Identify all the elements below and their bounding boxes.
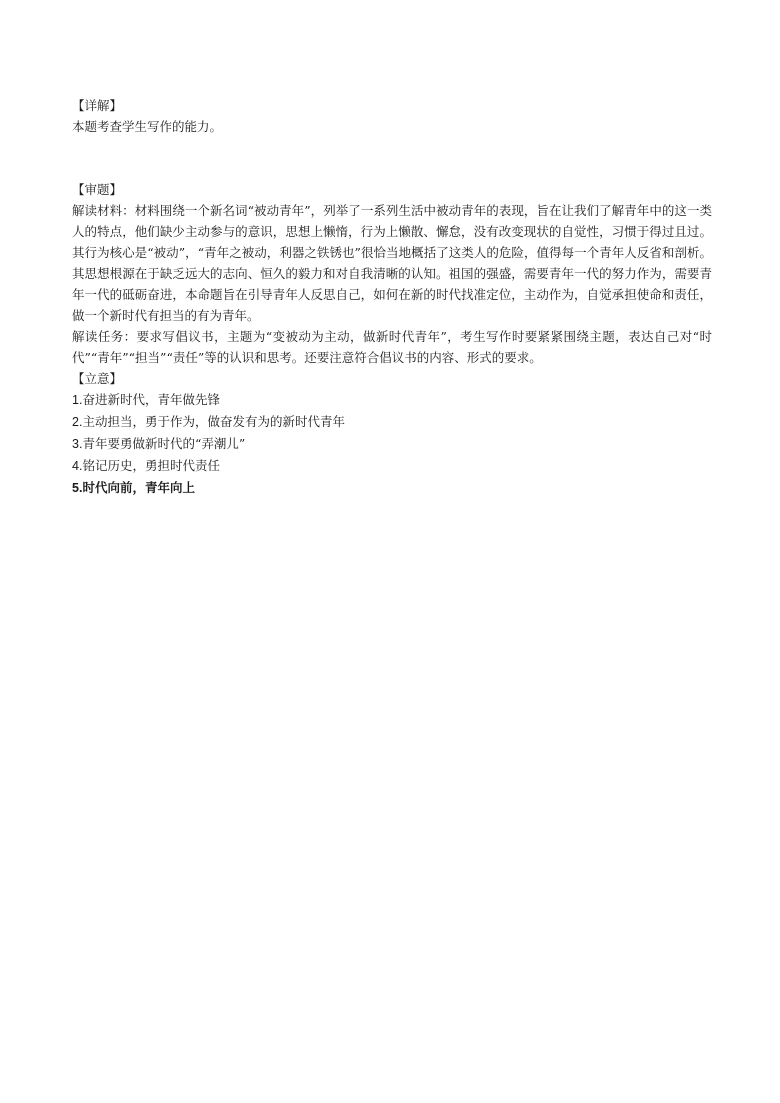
idea-item-text: 青年要勇做新时代的“弄潮儿”: [82, 436, 246, 451]
idea-item: [72, 477, 712, 499]
idea-item: [72, 433, 712, 455]
idea-heading: 【立意】: [72, 371, 123, 386]
idea-item-number: 4.: [72, 459, 83, 473]
document-page: [72, 95, 712, 499]
idea-item-text: 时代向前，青年向上: [82, 480, 195, 495]
idea-item-number: 2.: [72, 415, 83, 429]
idea-item: [72, 411, 712, 433]
idea-item-text: 奋进新时代，青年做先锋: [82, 392, 220, 407]
review-heading: 【审题】: [72, 182, 123, 197]
section-spacer: [72, 137, 712, 179]
idea-item-text: 铭记历史，勇担时代责任: [82, 458, 220, 473]
detail-text: 本题考查学生写作的能力。: [72, 119, 223, 134]
idea-item: [72, 389, 712, 411]
idea-item: [72, 455, 712, 477]
idea-item-number: 1.: [72, 393, 83, 407]
review-paragraph-task: 解读任务：要求写倡议书，主题为“变被动为主动，做新时代青年”，考生写作时要紧紧围绕主题，表达自己对“时代”“青年”“担当”“责任”等的认识和思考。还要注意符合倡议书的内容、形式的要求。: [72, 329, 712, 365]
idea-item-number: 5.: [72, 481, 83, 495]
detail-heading: 【详解】: [72, 98, 123, 113]
idea-item-text: 主动担当，勇于作为，做奋发有为的新时代青年: [82, 414, 345, 429]
idea-item-number: 3.: [72, 437, 83, 451]
review-paragraph-material: 解读材料：材料围绕一个新名词“被动青年”，列举了一系列生活中被动青年的表现，旨在让我们了解青年中的这一类人的特点，他们缺少主动参与的意识，思想上懒惰，行为上懒散、懈怠，没有改变现状的自觉性，习惯于得过且过。其行为核心是“被动”，“青年之被动，利器之铁锈也”很恰当地概括了这类人的危险，值得每一个青年人反省和剖析。其思想根源在于缺乏远大的志向、恒久的毅力和对自我清晰的认知。祖国的强盛，需要青年一代的努力作为，需要青年一代的砥砺奋进，本命题旨在引导青年人反思自己，如何在新的时代找准定位，主动作为，自觉承担使命和责任，做一个新时代有担当的有为青年。: [72, 203, 712, 323]
